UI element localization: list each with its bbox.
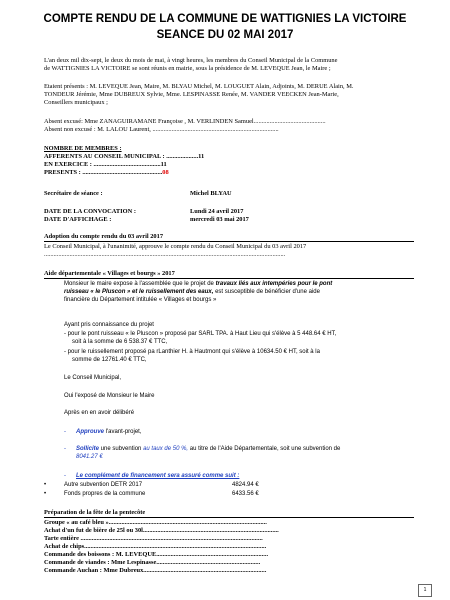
- fete-row-groupe: Groupe « au café bleu »...................................................................................................: [44, 519, 267, 526]
- aide-complement-text: Le complément de financement sera assuré comme suit :: [76, 473, 240, 479]
- adoption-heading: Adoption du compte rendu du 03 avril 2017: [44, 233, 164, 240]
- aide-para-1-line-3: financière du Département intitulée « Villages et bourgs »: [64, 297, 217, 303]
- document-subtitle: SEANCE DU 02 MAI 2017: [156, 29, 294, 41]
- aide-option-1-line-2: soit à la somme de 6 538.37 € TTC,: [72, 339, 168, 345]
- exercice-label: EN EXERCICE :: [44, 161, 92, 168]
- presents-count-dots: ..................................................: [82, 169, 163, 176]
- aide-p1-text-cont: est susceptible de bénéficier d'une aide: [213, 289, 320, 295]
- absent-excuse: Absent excusé: Mme ZANAGUIRAMANE Françoise , M. VERLINDEN Samuel.............................................: [44, 118, 326, 125]
- bullet-icon: •: [44, 491, 47, 497]
- affichage-value: mercredi 03 mai 2017: [190, 216, 249, 223]
- bullet-fonds-value: 6433.56 €: [232, 491, 259, 497]
- aide-sollicite-taux: au taux de 50 %,: [143, 446, 189, 452]
- aide-divider: [44, 278, 414, 279]
- aide-para-1-line-1: [64, 281, 332, 289]
- membres-heading: NOMBRE DE MEMBRES :: [44, 145, 122, 152]
- presents-line-3: Conseillers municipaux ;: [44, 99, 108, 106]
- presents-line-1: Etaient présents : M. LEVEQUE Jean, Maire, M. BLYAU Michel, M. LOUGUET Alain, Adjoints, M. DERUE Alain, M.: [44, 83, 354, 90]
- aide-p1-project-cont: ruisseau « le Pluscon » et le ruissellement des eaux,: [64, 289, 214, 295]
- fete-row-boissons: Commande des boissons : M. LEVEQUE......................................................................: [44, 551, 269, 558]
- aide-option-2-line-1: - pour le ruissellement proposé pa rLanthier H. à Hautmont qui s'élève à 10634.50 € HT, soit à la: [64, 349, 320, 355]
- exercice-row: [44, 161, 167, 169]
- aide-sollicite-amount: 8041.27 €: [76, 454, 103, 460]
- presents-count-row: [44, 169, 169, 177]
- bullet-fonds: [44, 491, 145, 499]
- aide-expose: Oui l'exposé de Monsieur le Maire: [64, 393, 155, 399]
- secretaire-label: Secrétaire de séance :: [44, 190, 103, 197]
- aide-approuve-keyword: Approuve: [76, 429, 105, 435]
- presents-count-label: PRESENTS :: [44, 169, 81, 176]
- afferents-value: 11: [198, 153, 205, 160]
- aide-complement-dash: -: [64, 473, 66, 479]
- aide-sollicite-dash: -: [64, 446, 66, 452]
- bullet-fonds-label: Fonds propres de la commune: [64, 491, 146, 497]
- fete-divider: [44, 517, 414, 518]
- bullet-icon: •: [44, 482, 47, 488]
- fete-row-biere: Achat d'un fut de bière de 25l ou 30l.....................................................................................: [44, 527, 279, 534]
- presents-count-value: 08: [162, 169, 169, 176]
- bullet-detr: [44, 482, 142, 490]
- aide-approuve-text: l'avant-projet,: [104, 429, 142, 435]
- absent-non-excuse: Absent non excusé : M. LALOU Laurent, ...............................................................................: [44, 126, 279, 133]
- fete-heading: Préparation de la fête de la pentecôte: [44, 509, 146, 516]
- convocation-label: DATE DE LA CONVOCATION :: [44, 208, 136, 215]
- intro-line-2: de WATTIGNIES LA VICTOIRE se sont réunis en mairie, sous la présidence de M. LEVEQUE Jean, le Maire ;: [44, 65, 331, 72]
- aide-heading: Aide départementale « Villages et bourgs » 2017: [44, 270, 175, 277]
- fete-row-chips: Achat de chips..................................................................................................................: [44, 543, 267, 550]
- affichage-label: DATE D'AFFICHAGE :: [44, 216, 112, 223]
- aide-option-1-line-1: - pour le pont ruisseau « le Pluscon » proposé par SARL TPA. à Haut Lieu qui s'élève à 5 448.64 € HT,: [64, 331, 337, 337]
- aide-sollicite-row: [64, 446, 340, 454]
- bullet-detr-value: 4824.94 €: [232, 482, 259, 488]
- aide-p1-text: Monsieur le maire expose à l'assemblée que le projet de: [64, 281, 216, 287]
- fete-row-viandes: Commande de viandes : Mme Lespinasse.................................................................: [44, 559, 261, 566]
- convocation-value: Lundi 24 avril 2017: [190, 208, 244, 215]
- aide-para-1-line-2: [64, 289, 320, 297]
- intro-line-1: L'an deux mil dix-sept, le deux du mois de mai, à vingt heures, les membres du Conseil Municipal de la Commune: [44, 57, 338, 64]
- afferents-label: AFFERENTS AU CONSEIL MUNICIPAL :: [44, 153, 165, 160]
- aide-sollicite-text-2: au titre de l'Aide Départementale, soit une subvention de: [188, 446, 341, 452]
- document-title: COMPTE RENDU DE LA COMMUNE DE WATTIGNIES LA VICTOIRE: [43, 13, 407, 25]
- afferents-dots: ....................: [166, 153, 199, 160]
- exercice-value: 11: [160, 161, 167, 168]
- aide-approuve-dash: -: [64, 429, 66, 435]
- exercice-dots: ..........................................: [93, 161, 161, 168]
- aide-approuve-row: [64, 429, 142, 437]
- afferents-row: [44, 153, 204, 161]
- secretaire-value: Michel BLYAU: [190, 190, 232, 197]
- adoption-dots: .......................................................................................................................................................: [44, 251, 286, 258]
- aide-complement-row: [64, 473, 239, 481]
- aide-sollicite-keyword: Sollicite: [76, 446, 100, 452]
- aide-delibere: Après en en avoir délibéré: [64, 410, 135, 416]
- fete-row-tarte: Tarte entière ..................................................................................................................: [44, 535, 263, 542]
- page-number: 1: [418, 584, 432, 597]
- aide-p1-project: travaux liés aux intempéries pour le pont: [215, 281, 333, 287]
- aide-option-2-line-2: somme de 12761.40 € TTC,: [72, 357, 147, 363]
- aide-para-2: Ayant pris connaissance du projet: [64, 322, 154, 328]
- adoption-text: Le Conseil Municipal, à l'unanimité, approuve le compte rendu du Conseil Municipal du 03 avril 2017: [44, 243, 307, 250]
- aide-conseil: Le Conseil Municipal,: [64, 375, 122, 381]
- fete-row-auchan: Commande Auchan : Mme Dubreux.............................................................................: [44, 567, 267, 574]
- aide-sollicite-text: une subvention: [99, 446, 144, 452]
- bullet-detr-label: Autre subvention DETR 2017: [64, 482, 143, 488]
- adoption-divider: [44, 241, 414, 242]
- presents-line-2: TONDEUR Jérémie, Mme DUBREUX Sylvie, Mme. LESPINASSE Renée, M. VANDER VEECKEN Jean-Marie,: [44, 91, 339, 98]
